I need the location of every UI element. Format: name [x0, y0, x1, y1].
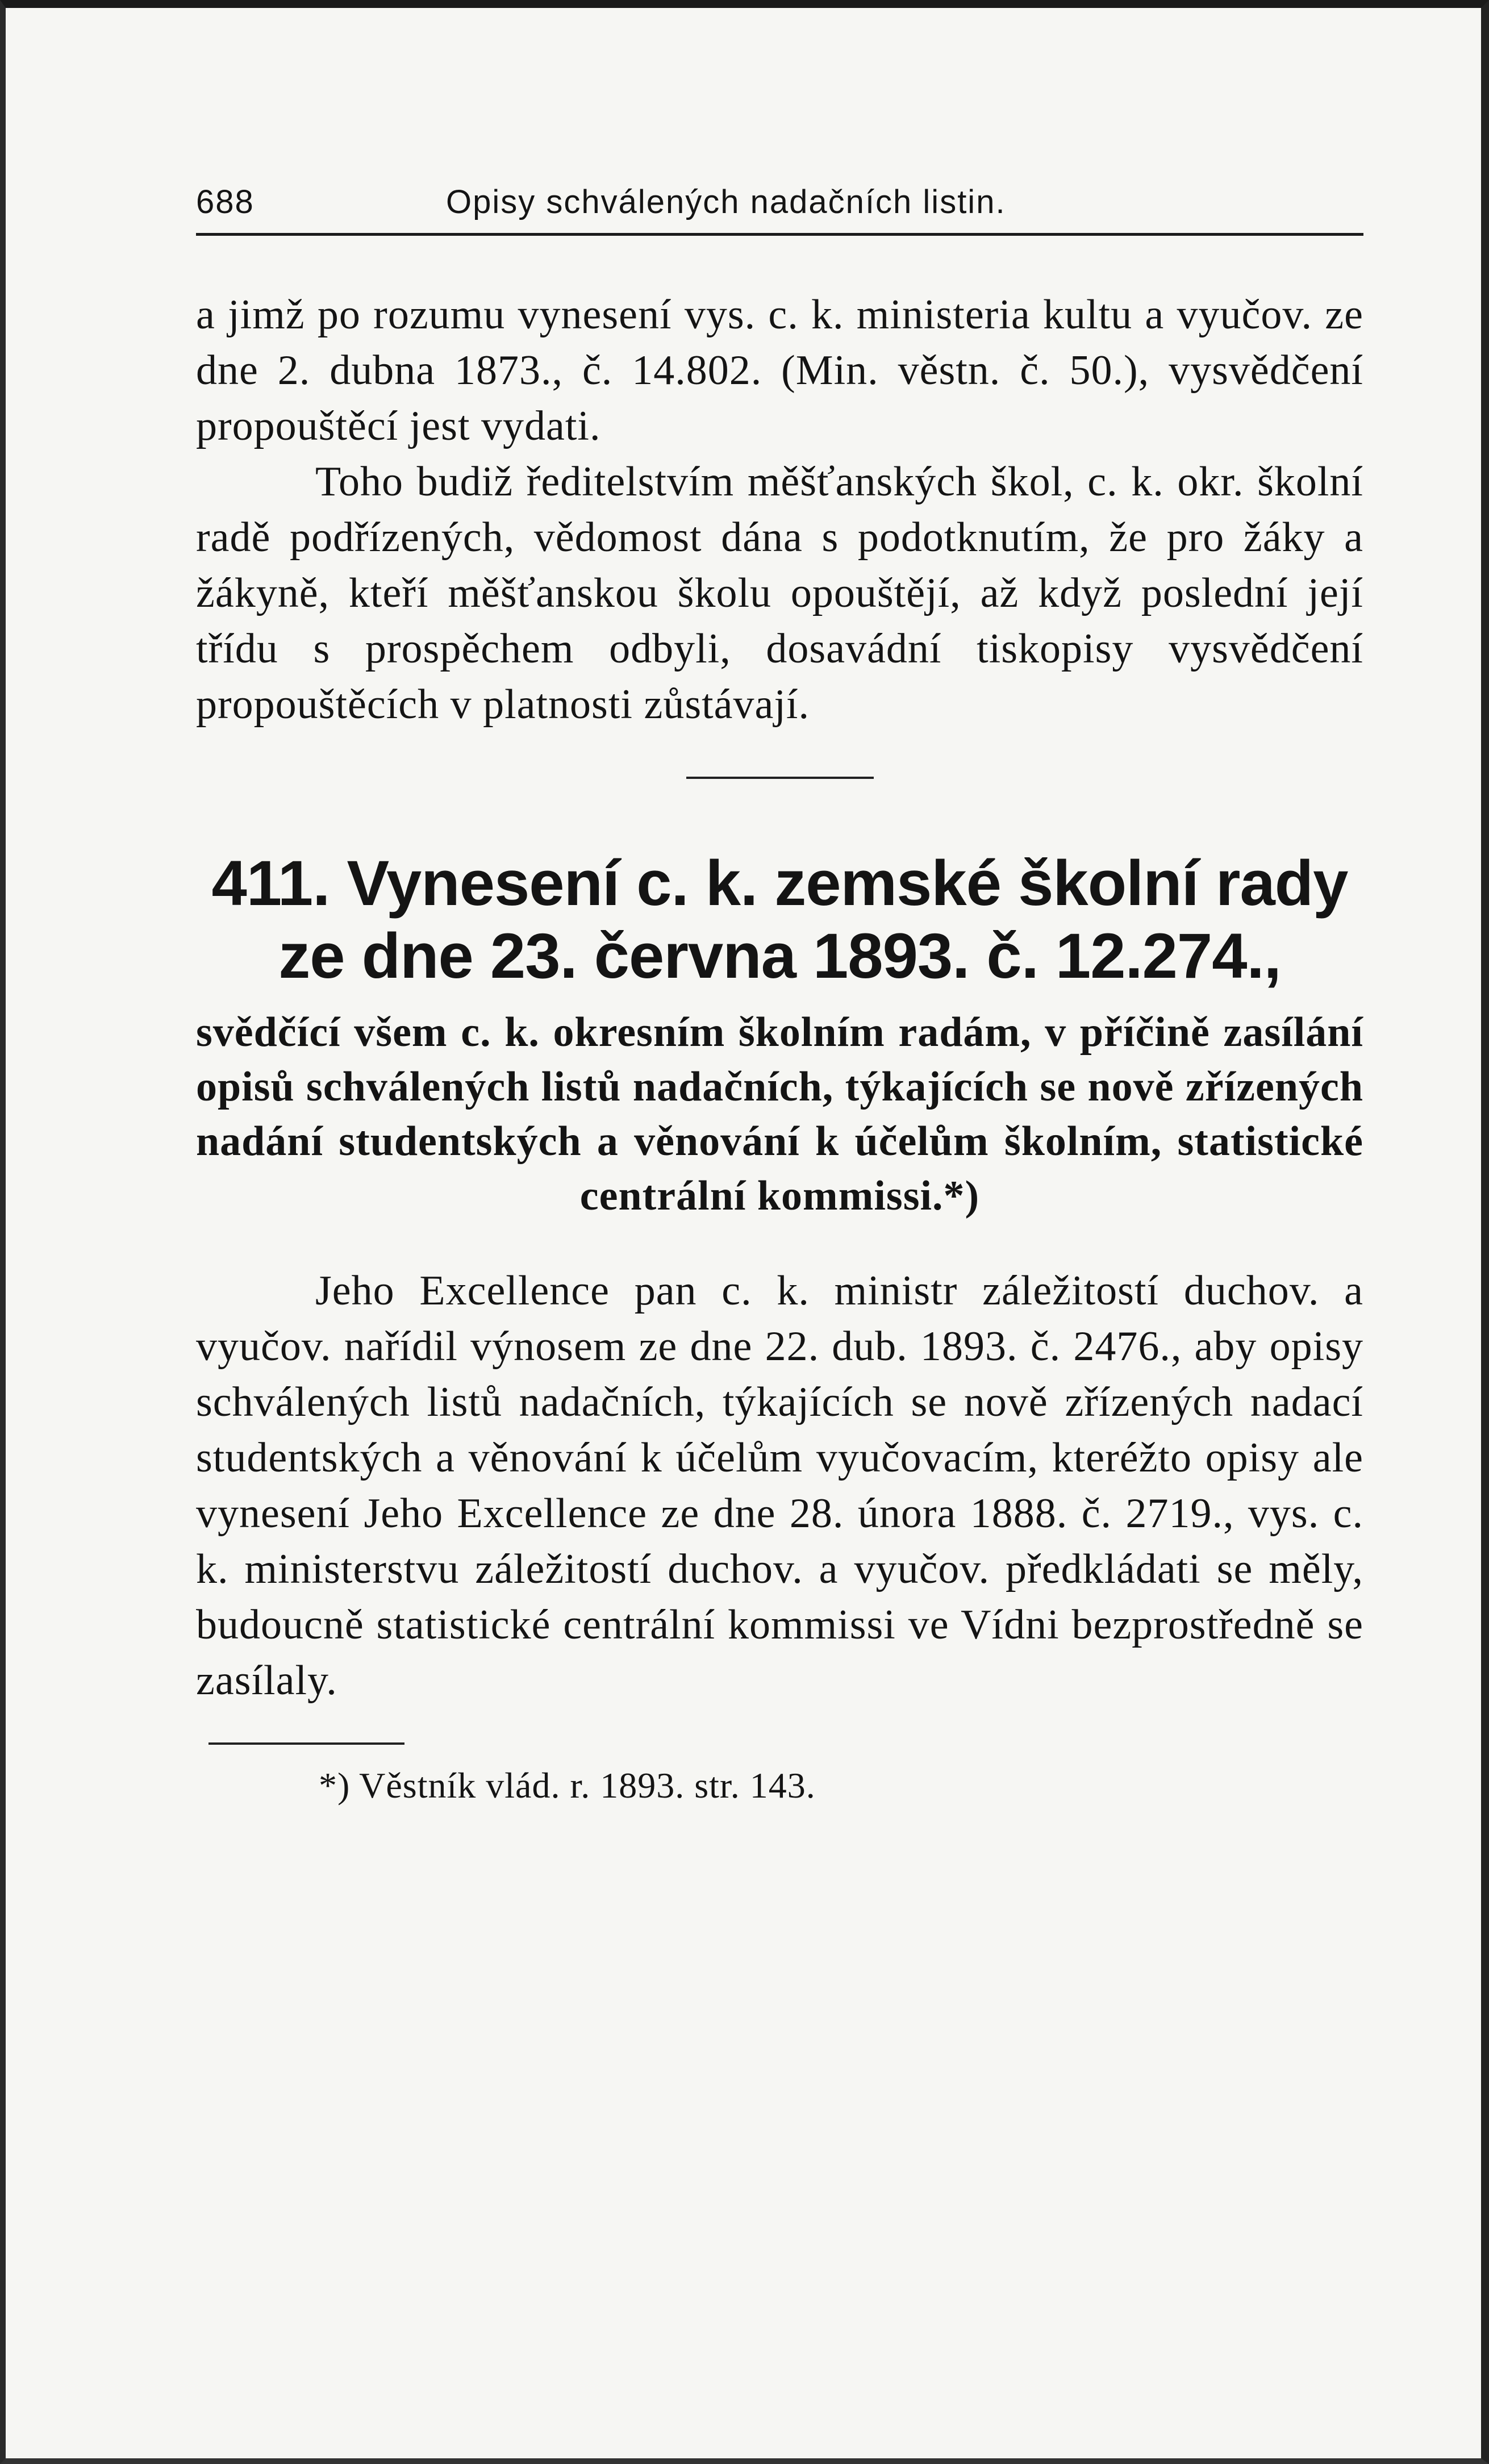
page-number: 688 — [196, 184, 255, 220]
running-head — [196, 170, 1363, 233]
footnote: *) Věstník vlád. r. 1893. str. 143. — [319, 1765, 816, 1806]
section-subtitle: svědčící všem c. k. okresním školním radám, v příčině zasílání opisů schválených listů nadačních, týkajících se nově zřízených nadání studentských a věnování k účelům školním, statistické centrální kommissi.*) — [196, 1009, 1363, 1219]
footnote-rule — [208, 1742, 404, 1745]
section-body-block — [196, 1263, 1363, 1708]
section-body-paragraph: Jeho Excellence pan c. k. ministr záležitostí duchov. a vyučov. nařídil výnosem ze dne 22. dub. 1893. č. 2476., aby opisy schválených listů nadačních, týkajících se nově zřízených nadací studentských a věnování k účelům vyučovacím, kteréžto opisy ale vynesení Jeho Excellence ze dne 28. února 1888. č. 2719., vys. c. k. ministerstvu záležitostí duchov. a vyučov. předkládati se měly, budoucně statistické centrální kommissi ve Vídni bezprostředně se zasílaly. — [196, 1268, 1363, 1704]
header-rule — [196, 233, 1363, 236]
intro-paragraph-2: Toho budiž ředitelstvím měšťanských škol, c. k. okr. školní radě podřízených, vědomost dána s podotknutím, že pro žáky a žákyně, kteří měšťanskou školu opouštějí, až když poslední její třídu s prospěchem odbyli, dosavádní tiskopisy vysvědčení propouštěcích v platnosti zůstávají. — [196, 458, 1363, 728]
page-content — [196, 170, 1363, 1810]
section-separator — [686, 777, 874, 779]
running-title: Opisy schválených nadačních listin. — [446, 184, 1006, 220]
intro-paragraph-1: a jimž po rozumu vynesení vys. c. k. ministeria kultu a vyučov. ze dne 2. dubna 1873., č. 14.802. (Min. věstn. č. 50.), vysvědčení propouštěcí jest vydati. — [196, 291, 1363, 449]
section-heading: 411. Vynesení c. k. zemské školní rady ze dne 23. června 1893. č. 12.274., — [211, 848, 1348, 991]
